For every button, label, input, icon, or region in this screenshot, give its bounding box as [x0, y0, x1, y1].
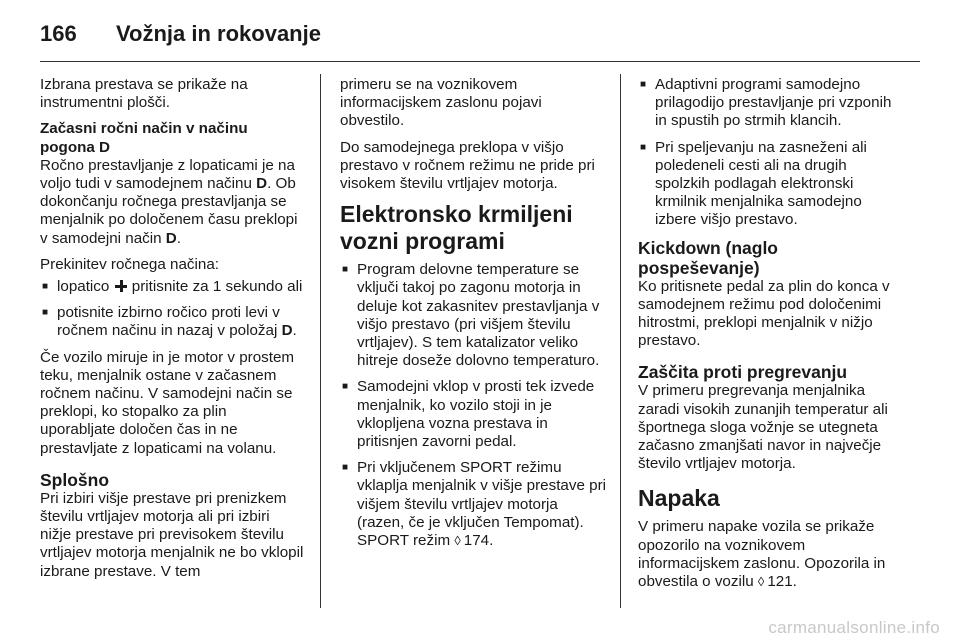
- paragraph: Če vozilo miruje in je motor v prostem teku, menjalnik ostane v začasnem ročnem načinu. V samodejni način se preklopi, ko stopalko za plin uporabljate določen čas in ne prestavljate z lopaticami na volanu.: [40, 348, 295, 457]
- gear-d-label: D: [165, 229, 177, 247]
- list-item: ■ Program delovne temperature se vključi takoj po zagonu motorja in deluje kot zakasnitev prestavljanja v višjo prestavo (pri višjem številu vrtljajev). S tem katalizator veliko hitreje doseže dolovno temperaturo.: [340, 261, 606, 370]
- header-divider: [40, 61, 920, 62]
- bullet-list: [40, 278, 304, 341]
- paragraph: [40, 157, 304, 248]
- list-item: [340, 459, 606, 550]
- text: Ročno prestavljanje z lopaticami je na voljo tudi v samodejnem načinu: [40, 156, 295, 193]
- bullet-list: [340, 261, 606, 550]
- page-header: [40, 18, 920, 62]
- list-item: ■ Samodejni vklop v prosti tek izvede menjalnik, ko vozilo stoji in je vklopljena vozna prestava in pritisnjen zavorni pedal.: [340, 378, 606, 451]
- paragraph: Do samodejnega preklopa v višjo prestavo v ročnem režimu ne pride pri visokem številu vrtljajev motorja.: [340, 138, 595, 193]
- column-divider-1: [320, 74, 321, 608]
- section-heading-general: Splošno: [40, 469, 110, 490]
- page-reference-link[interactable]: 121.: [767, 573, 797, 591]
- text: .: [176, 229, 181, 247]
- page-reference-link[interactable]: 174.: [463, 532, 494, 550]
- paragraph: primeru se na voznikovem informacijskem zaslonu pojavi obvestilo.: [340, 76, 542, 130]
- section-heading-driving-programs: Elektronsko krmiljeni vozni programi: [340, 201, 573, 255]
- list-item: [40, 278, 304, 296]
- text: potisnite izbirno ročico proti levi v ročnem načinu in nazaj v položaj: [57, 304, 282, 340]
- paragraph: Ko pritisnete pedal za plin do konca v samodejnem režimu pod določenimi hitrostmi, preklopi menjalnik v nižjo prestavo.: [638, 277, 890, 350]
- text: . Ob dokončanju ročnega prestavljanja se menjalnik po določenem času preklopi v samodejni način: [40, 175, 298, 247]
- paragraph: Pri izbiri višje prestave pri prenizkem številu vrtljajev motorja ali pri izbiri nižje prestave pri previsokem številu vrtljajev motorja menjalnik ne bo vklopil izbrane prestave. V tem: [40, 489, 304, 580]
- page-reference-icon: ◊: [454, 533, 461, 549]
- list-item: ■ Adaptivni programi samodejno prilagodijo prestavljanje pri vzponih in spustih po strmih klancih.: [638, 76, 904, 131]
- column-divider-2: [620, 74, 621, 608]
- page-reference-icon: ◊: [757, 574, 765, 590]
- section-heading-overheat-protection: Zaščita proti pregrevanju: [638, 362, 848, 383]
- column-3: [638, 76, 904, 599]
- text: .: [292, 322, 297, 340]
- list-item: ■ Pri speljevanju na zasneženi ali poledeneli cesti ali na drugih spolzkih podlagah elektronski krmilnik menjalnika samodejno izbere višjo prestavo.: [638, 139, 904, 230]
- text: V primeru napake vozila se prikaže opozorilo na voznikovem informacijskem zaslonu. Opozorila in obvestila o vozilu: [638, 518, 886, 591]
- section-heading-kickdown: Kickdown (naglo pospeševanje): [638, 237, 778, 278]
- paragraph: Prekinitev ročnega načina:: [40, 255, 219, 273]
- paragraph: V primeru pregrevanja menjalnika zaradi visokih zunanjih temperatur ali športnega sloga vožnje se utegneta začasno zmanjšati navor in največje število vrtljajev motorja.: [638, 382, 888, 473]
- column-2: [340, 76, 606, 558]
- page-number: 166: [40, 21, 77, 46]
- column-1: [40, 76, 304, 589]
- page-title: Vožnja in rokovanje: [116, 21, 321, 46]
- gear-d-label: D: [281, 322, 293, 340]
- paragraph: [638, 518, 904, 591]
- text: lopatico: [57, 278, 114, 296]
- bullet-list: [638, 76, 904, 230]
- paragraph: Izbrana prestava se prikaže na instrumentni plošči.: [40, 76, 248, 112]
- gear-d-label: D: [256, 175, 268, 193]
- plus-icon: [115, 280, 127, 292]
- list-item: [40, 304, 304, 340]
- section-heading-fault: Napaka: [638, 485, 720, 512]
- text: pritisnite za 1 sekundo ali: [127, 278, 303, 296]
- watermark: carmanualsonline.info: [768, 618, 940, 637]
- text: Pri vključenem SPORT režimu vklaplja menjalnik v višje prestave pri višjem številu vrtljajev motorja (razen, če je vključen Tempomat). SPORT režim: [357, 459, 607, 550]
- section-heading-manual-mode: Začasni ročni način v načinu pogona D: [40, 120, 248, 156]
